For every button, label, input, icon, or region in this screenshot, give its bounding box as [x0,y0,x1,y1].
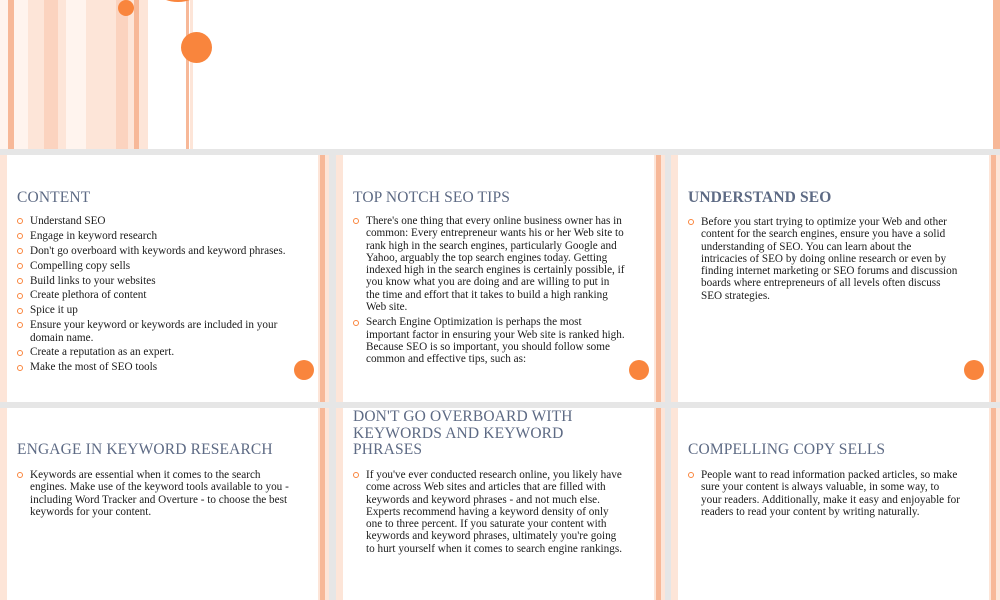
circle-bullet-icon [17,293,23,299]
circle-bullet-icon [353,320,359,326]
circle-bullet-icon [353,218,359,224]
decorative-stripe [336,155,343,402]
slide-title: CONTENT [17,189,91,206]
slide-title: TOP NOTCH SEO TIPS [353,189,511,206]
list-item: Build links to your websites [17,275,289,287]
decorative-stripe [656,408,661,600]
list-item: Ensure your keyword or keywords are included in your domain name. [17,319,289,344]
slide-title: DON'T GO OVERBOARD WITH KEYWORDS AND KEYWORD PHRASES [353,408,573,458]
slide-compelling-copy-sells[interactable] [671,408,1000,600]
slide-title: COMPELLING COPY SELLS [688,441,886,458]
bullet-list [353,469,625,558]
decorative-stripe [44,0,58,149]
list-item: Create a reputation as an expert. [17,346,289,358]
slide-top[interactable] [0,0,1000,149]
circle-bullet-icon [688,219,694,225]
circle-bullet-icon [17,248,23,254]
circle-bullet-icon [17,472,23,478]
list-item: If you've ever conducted research online, you likely have come across Web sites and articles that are filled with keywords and keyword phrases - and not much else. Experts recommend having a keyword density of only one to three percent. If you saturate your content with keywords and keyword phrases, ultimately you're going to hurt yourself when it comes to search engine rankings. [353,469,625,555]
list-item: There's one thing that every online business owner has in common: Every entrepreneur wants his or her Web site to rank high in the search engines, particularly Google and Yahoo, arguably the top search engines today. Getting indexed high in the search engines is certainly possible, if you know what you are doing and are willing to put in the time and effort that it takes to build a high ranking Web site. [353,215,625,313]
list-item: Understand SEO [17,215,289,227]
list-item: Create plethora of content [17,289,289,301]
decorative-stripe [116,0,128,149]
decorative-stripe [991,155,996,402]
list-item: Engage in keyword research [17,230,289,242]
decorative-stripe [320,408,325,600]
decorative-stripe [671,155,678,402]
circle-bullet-icon [17,308,23,314]
circle-bullet-icon [353,472,359,478]
bullet-list [688,469,960,521]
decorative-stripe [0,408,7,600]
bullet-list [688,216,960,305]
decorative-stripe [186,0,189,149]
slide-title: ENGAGE IN KEYWORD RESEARCH [17,441,273,458]
list-item: Compelling copy sells [17,260,289,272]
circle-bullet-icon [17,263,23,269]
decorative-stripe [190,0,193,149]
list-item: Make the most of SEO tools [17,361,289,373]
decorative-stripe [320,155,325,402]
circle-bullet-icon [17,322,23,328]
decorative-stripe [134,0,139,149]
bullet-list [17,215,289,376]
list-item: People want to read information packed articles, so make sure your content is always valuable, in some way, to your readers. Additionally, make it easy and enjoyable for readers to read your content by writing naturally. [688,469,960,518]
circle-bullet-icon [688,472,694,478]
decorative-stripe [991,408,996,600]
list-item: Before you start trying to optimize your Web and other content for the search engines, ensure you have a solid understanding of SEO. You can learn about the intricacies of SEO by doing online research or even by finding internet marketing or SEO forums and discussion boards where entrepreneurs of all levels often discuss SEO strategies. [688,216,960,302]
decorative-stripe [993,0,1000,149]
orange-dot-decoration [118,0,134,16]
orange-dot-decoration [964,360,984,380]
circle-bullet-icon [17,218,23,224]
slide-content[interactable] [0,155,329,402]
decorative-stripe [66,0,86,149]
slide-understand-seo[interactable] [671,155,1000,402]
orange-dot-decoration [181,32,212,63]
bullet-list [17,469,289,521]
decorative-stripe [0,155,7,402]
decorative-stripe [336,408,343,600]
slide-title: UNDERSTAND SEO [688,189,832,206]
list-item: Spice it up [17,304,289,316]
decorative-stripe [671,408,678,600]
list-item: Don't go overboard with keywords and keyword phrases. [17,245,289,257]
circle-bullet-icon [17,233,23,239]
orange-dot-decoration [629,360,649,380]
circle-bullet-icon [17,365,23,371]
slide-top-notch-seo-tips[interactable] [336,155,665,402]
decorative-stripe [8,0,14,149]
slide-engage-keyword-research[interactable] [0,408,329,600]
list-item: Keywords are essential when it comes to the search engines. Make use of the keyword tools available to you - including Word Tracker and Overture - to choose the best keywords for your content. [17,469,289,518]
decorative-stripe [0,0,28,149]
decorative-stripe [656,155,661,402]
bullet-list [353,215,625,369]
circle-bullet-icon [17,350,23,356]
slide-dont-go-overboard[interactable] [336,408,665,600]
list-item: Search Engine Optimization is perhaps the most important factor in ensuring your Web site is ranked high. Because SEO is so important, you should follow some common and effective tips, such as: [353,316,625,365]
orange-dot-decoration [294,360,314,380]
circle-bullet-icon [17,278,23,284]
